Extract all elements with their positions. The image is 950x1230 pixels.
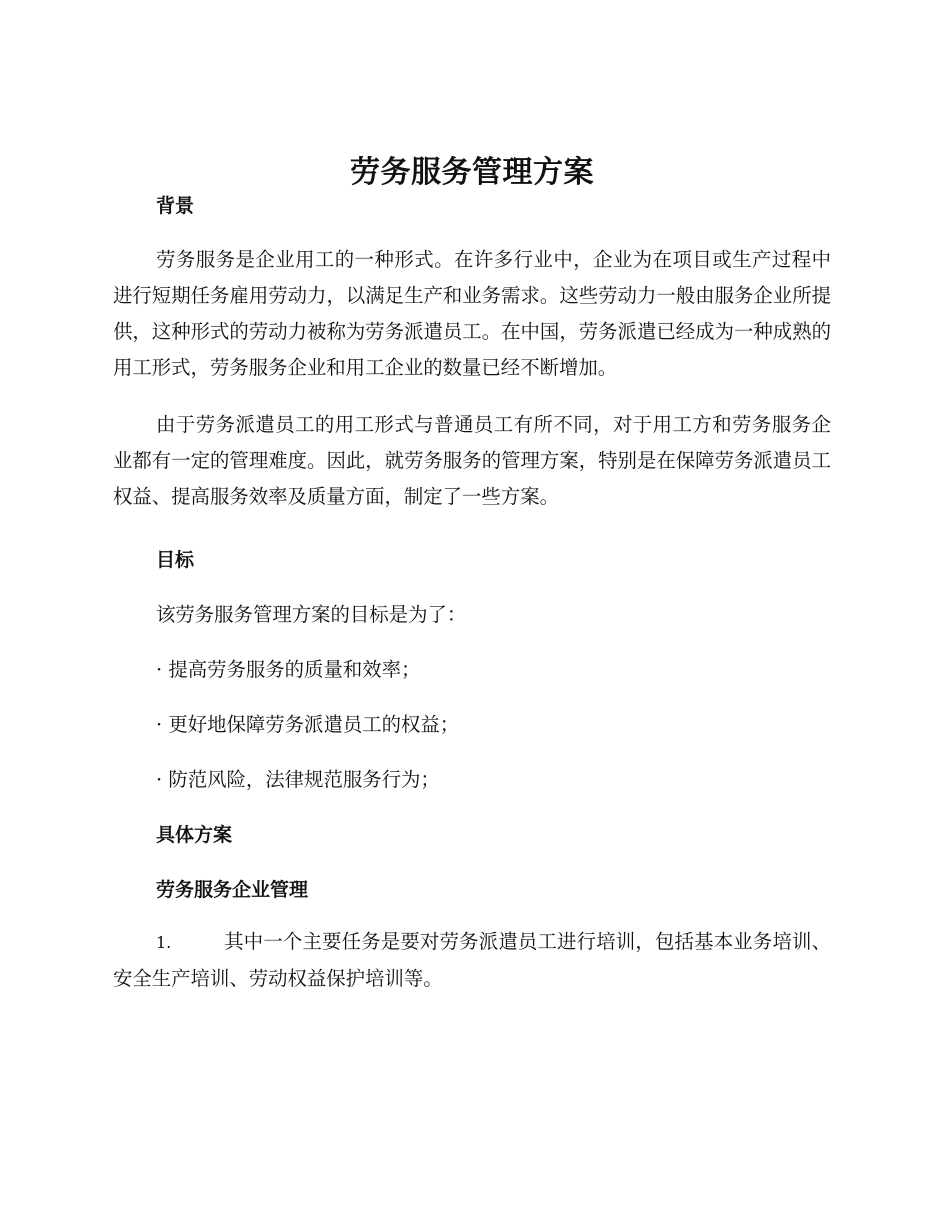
list-item: · 更好地保障劳务派遣员工的权益； [156, 713, 460, 736]
list-item: · 提高劳务服务的质量和效率； [156, 658, 421, 681]
list-item: · 防范风险，法律规范服务行为； [156, 768, 440, 791]
paragraph: 劳务服务是企业用工的一种形式。在许多行业中，企业为在项目或生产过程中进行短期任务雇用劳动力，以满足生产和业务需求。这些劳动力一般由服务企业所提供，这种形式的劳动力被称为劳务派遣员工。在中国，劳务派遣已经成为一种成熟的用工形式，劳务服务企业和用工企业的数量已经不断增加。 [113, 248, 831, 379]
item-text: 其中一个主要任务是要对劳务派遣员工进行培训，包括基本业务培训、安全生产培训、劳动权益保护培训等。 [113, 930, 831, 990]
subsection-heading: 劳务服务企业管理 [156, 879, 309, 901]
item-number: 1. [156, 933, 172, 952]
document-page [113, 150, 831, 997]
numbered-item [113, 924, 831, 997]
paragraph: 由于劳务派遣员工的用工形式与普通员工有所不同，对于用工方和劳务服务企业都有一定的管理难度。因此，就劳务服务的管理方案，特别是在保障劳务派遣员工权益、提高服务效率及质量方面，制定了一些方案。 [113, 413, 831, 508]
goals-intro: 该劳务服务管理方案的目标是为了： [156, 603, 467, 626]
section-heading-plan: 具体方案 [156, 824, 233, 846]
document-title: 劳务服务管理方案 [350, 155, 594, 190]
section-heading-goals: 目标 [156, 549, 195, 571]
section-heading-background: 背景 [156, 195, 195, 217]
